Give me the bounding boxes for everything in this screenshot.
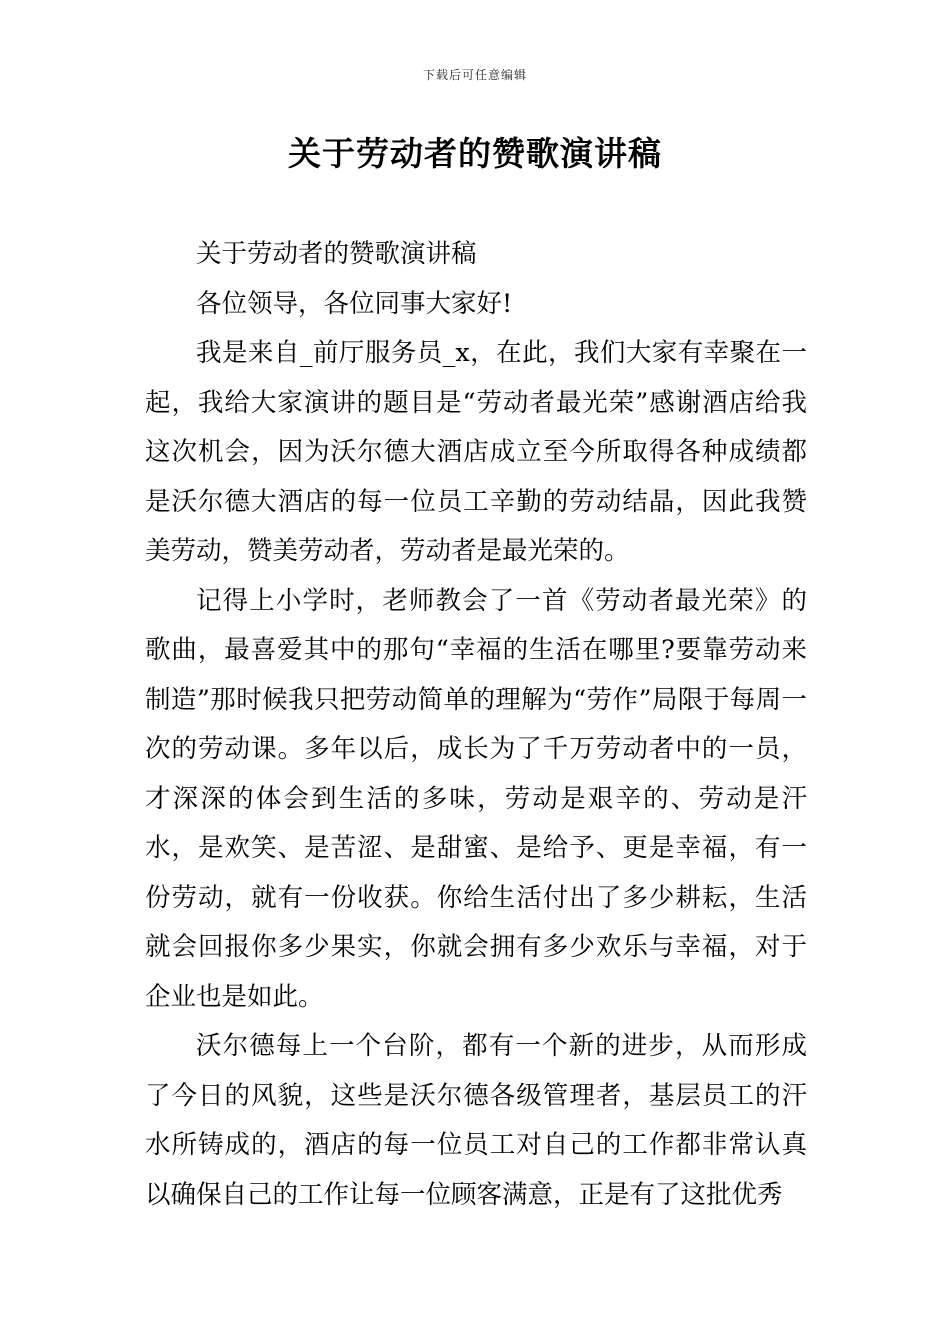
paragraph-greeting: 各位领导，各位同事大家好! <box>196 288 513 319</box>
paragraph-subtitle: 关于劳动者的赞歌演讲稿 <box>196 239 477 269</box>
paragraph: 沃尔德每上一个台阶，都有一个新的进步，从而形成了今日的风貌，这些是沃尔德各级管理者，基层员工的汗水所铸成的，酒店的每一位员工对自己的工作都非常认真以确保自己的工作让每一位顾客满意，正是有了这批优秀 <box>145 1031 807 1210</box>
header-note: 下载后可任意编辑 <box>422 68 527 82</box>
document-title: 关于劳动者的赞歌演讲稿 <box>288 134 662 173</box>
paragraph: 我是来自_前厅服务员_x，在此，我们大家有幸聚在一起，我给大家演讲的题目是“劳动者最光荣”感谢酒店给我这次机会，因为沃尔德大酒店成立至今所取得各种成绩都是沃尔德大酒店的每一位员工辛勤的劳动结晶，因此我赞美劳动，赞美劳动者，劳动者是最光荣的。 <box>145 338 807 566</box>
document-body <box>145 230 807 1220</box>
paragraph: 记得上小学时，老师教会了一首《劳动者最光荣》的歌曲，最喜爱其中的那句“幸福的生活在哪里?要靠劳动来制造”那时候我只把劳动简单的理解为“劳作”局限于每周一次的劳动课。多年以后，成长为了千万劳动者中的一员，才深深的体会到生活的多味，劳动是艰辛的、劳动是汗水，是欢笑、是苦涩、是甜蜜、是给予、更是幸福，有一份劳动，就有一份收获。你给生活付出了多少耕耘，生活就会回报你多少果实，你就会拥有多少欢乐与幸福，对于企业也是如此。 <box>145 585 807 1012</box>
